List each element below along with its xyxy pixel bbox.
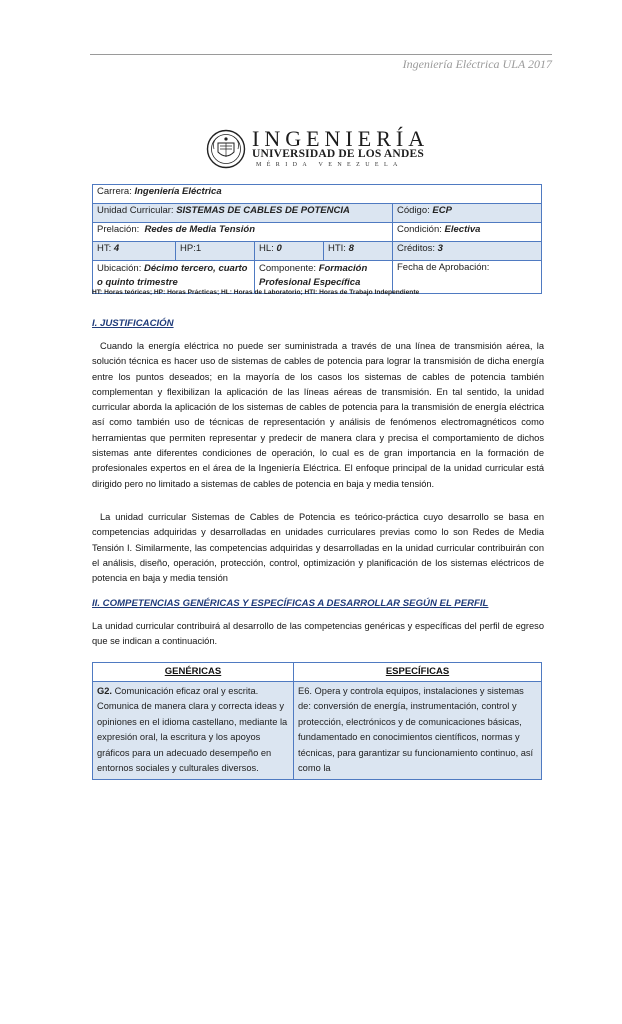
condicion-cell bbox=[393, 223, 542, 242]
prelacion-label: Prelación: bbox=[97, 224, 140, 235]
especifica-cell bbox=[294, 681, 542, 779]
carrera-value: Ingeniería Eléctrica bbox=[134, 186, 222, 197]
logo-university: UNIVERSIDAD DE LOS ANDES bbox=[252, 148, 424, 160]
header-especificas: ESPECÍFICAS bbox=[294, 663, 542, 682]
hl-cell bbox=[255, 242, 324, 261]
carrera-label: Carrera: bbox=[97, 186, 132, 197]
header-genericas: GENÉRICAS bbox=[93, 663, 294, 682]
condicion-label: Condición: bbox=[397, 224, 442, 235]
prelacion-cell bbox=[93, 223, 393, 242]
creditos-value: 3 bbox=[437, 243, 443, 254]
table-header-row bbox=[93, 663, 542, 682]
faculty-logo bbox=[206, 126, 430, 172]
fecha-label: Fecha de Aprobación: bbox=[397, 262, 490, 273]
table-row bbox=[93, 185, 542, 204]
hl-value: 0 bbox=[276, 243, 282, 254]
unidad-value: SISTEMAS DE CABLES DE POTENCIA bbox=[176, 205, 350, 216]
condicion-value: Electiva bbox=[444, 224, 481, 235]
hp-value: 1 bbox=[195, 243, 202, 254]
table-row bbox=[93, 681, 542, 779]
ht-cell bbox=[93, 242, 176, 261]
justificacion-paragraph-2: La unidad curricular Sistemas de Cables de Potencia es teórico-práctica cuyo desarrollo se basa en competencias adquiridas y desarrolladas en unidades curriculares previas como lo son Redes de Media Tensión I. Similarmente, las competencias adquiridas y desarrolladas en la unidad curricular contribuirán con el análisis, diseño, operación, protección, control, optimización y planificación de los sistemas eléctricos de potencia en baja y media tensión bbox=[92, 512, 544, 584]
competencias-intro: La unidad curricular contribuirá al desarrollo de las competencias genéricas y específicas del perfil de egreso que se indican a continuación. bbox=[92, 621, 544, 647]
hp-label: HP: bbox=[180, 243, 196, 254]
hti-cell bbox=[324, 242, 393, 261]
codigo-label: Código: bbox=[397, 205, 430, 216]
carrera-cell bbox=[93, 185, 542, 204]
table-row bbox=[93, 242, 542, 261]
header-rule bbox=[90, 54, 552, 55]
generica-code: G2. bbox=[97, 685, 112, 696]
logo-city: MÉRIDA VENEZUELA bbox=[256, 162, 403, 168]
unidad-label: Unidad Curricular: bbox=[97, 205, 174, 216]
hours-legend: HT: Horas teóricas; HP: Horas Prácticas; HL: Horas de Laboratorio; HTI: Horas de Trabajo Independiente bbox=[92, 289, 420, 296]
ht-value: 4 bbox=[113, 243, 120, 254]
especifica-text: E6. Opera y controla equipos, instalaciones y sistemas de: conversión de energía, instrumentación, control y protección, electrónicos y de comunicaciones básicas, fundamentado en conocimientos científicos, normas y técnicas, para garantizar su funcionamiento continuo, así como la bbox=[298, 685, 534, 773]
componente-label: Componente: bbox=[259, 263, 317, 274]
prelacion-value: Redes de Media Tensión bbox=[144, 224, 256, 235]
ht-label: HT: bbox=[97, 243, 112, 254]
course-info-table bbox=[92, 184, 542, 294]
ubicacion-label: Ubicación: bbox=[97, 263, 142, 274]
hti-value: 8 bbox=[348, 243, 354, 254]
table-row bbox=[93, 223, 542, 242]
logo-title: INGENIERÍA bbox=[252, 126, 430, 151]
section-title-justificacion: I. JUSTIFICACIÓN bbox=[92, 318, 174, 329]
ubicacion-value: Décimo tercero, cuarto o quinto trimestre bbox=[97, 263, 248, 288]
unidad-cell bbox=[93, 204, 393, 223]
generica-cell bbox=[93, 681, 294, 779]
section-title-competencias: II. COMPETENCIAS GENÉRICAS Y ESPECÍFICAS A DESARROLLAR SEGÚN EL PERFIL bbox=[92, 598, 489, 609]
running-header: Ingeniería Eléctrica ULA 2017 bbox=[402, 57, 552, 71]
hl-label: HL: bbox=[259, 243, 274, 254]
hti-label: HTI: bbox=[328, 243, 346, 254]
justificacion-paragraph-1: Cuando la energía eléctrica no puede ser suministrada a través de una línea de transmisión aérea, la solución técnica es hacer uso de sistemas de cables de potencia para lograr la transmisión de dicha energía entre los puntos deseados; en la mayoría de los casos los sistemas de cables de potencia también complementan y flexibilizan la aplicación de las líneas aéreas de transmisión. En tal sentido, la unidad curricular aborda la aplicación de los sistemas de cables de potencia para la transmisión de energía eléctrica así como también uso de técnicas de representación y análisis de fenómenos electromagnéticos como herramientas que permiten representar y predecir de manera clara y precisa el comportamiento de dichos sistemas ante diferentes condiciones de operación, lo cual es de gran importancia en la formación de profesionales expertos en el área de la Ingeniería Eléctrica. El enfoque principal de la unidad curricular está dirigido pero no limitado a sistemas de cables de potencia en baja y media tensión. bbox=[92, 341, 544, 489]
codigo-value: ECP bbox=[432, 205, 452, 216]
university-seal-icon bbox=[206, 129, 246, 169]
hp-cell bbox=[176, 242, 255, 261]
codigo-cell bbox=[393, 204, 542, 223]
creditos-cell bbox=[393, 242, 542, 261]
generica-text: Comunicación eficaz oral y escrita. Comunica de manera clara y correcta ideas y opiniones en el idioma castellano, mediante la expresión oral, la escritura y los apoyos gráficos para un adecuado desempeño en entornos sociales y culturales diversos. bbox=[97, 685, 288, 773]
componente-value: Formación Profesional Específica bbox=[259, 263, 368, 288]
creditos-label: Créditos: bbox=[397, 243, 436, 254]
competencias-table bbox=[92, 662, 542, 780]
table-row bbox=[93, 204, 542, 223]
